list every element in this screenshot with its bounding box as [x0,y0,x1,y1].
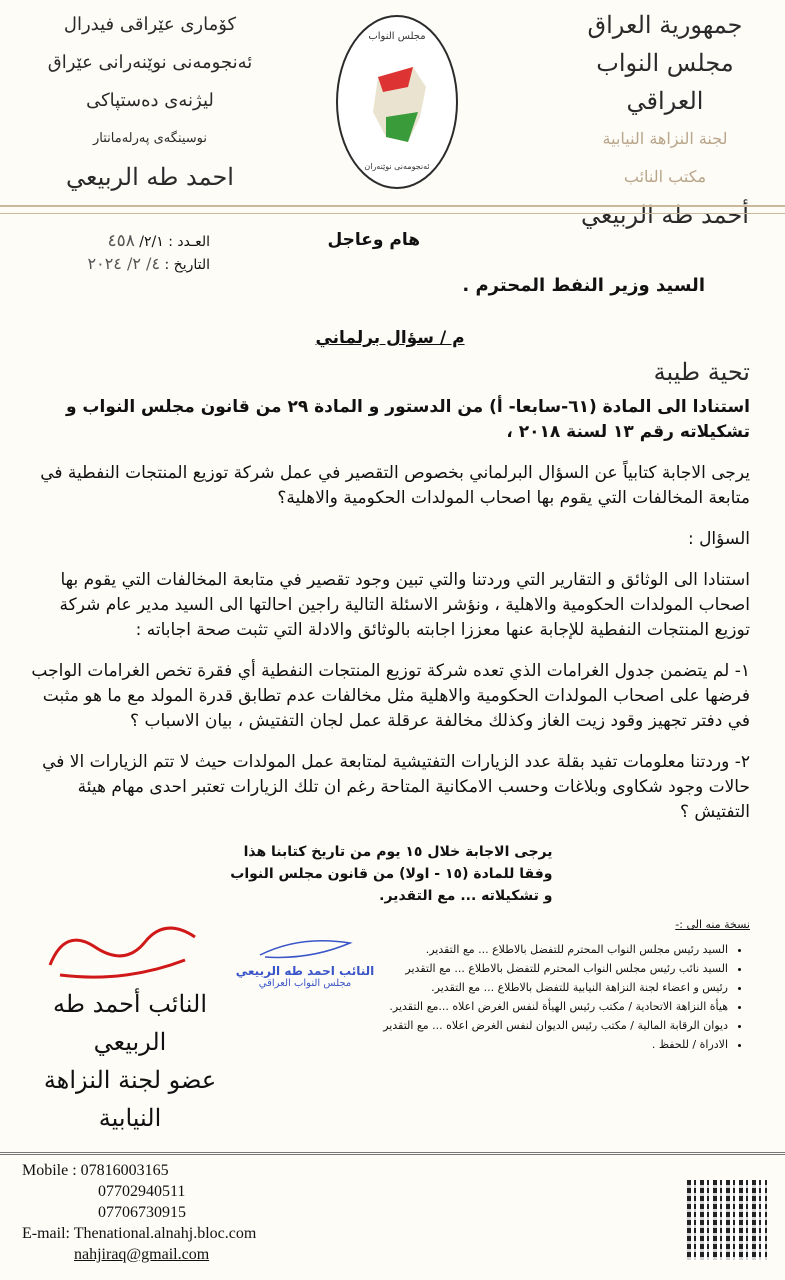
signature-title: عضو لجنة النزاهة النيابية [43,1066,217,1132]
letterhead-line: مكتب النائب [623,167,707,186]
copy-item: • هيأة النزاهة الاتحادية / مكتب رئيس الهيأة لنفس الغرض اعلاه ...مع التقدير. [375,997,728,1016]
letterhead-line: نوسینگەی پەرلەمانتار [92,131,208,146]
qr-code-icon [687,1180,767,1260]
signature-name: النائب أحمد طه الربيعي [53,990,207,1056]
footer-divider [0,1152,785,1155]
lower-section [25,915,750,1137]
mobile-label: Mobile : [22,1162,77,1179]
number-label: العـدد : ٢/١/ [139,234,210,250]
red-signature-icon [25,915,235,985]
copy-item: • السيد نائب رئيس مجلس النواب المحترم للتفضل بالاطلاع ... مع التقدير [375,959,728,978]
official-stamp [235,935,375,989]
email-link[interactable]: nahjiraq@gmail.com [74,1246,210,1263]
recipient: السيد وزير النفط المحترم . [462,275,705,296]
copies-title: نسخة منه الى :- [675,918,750,931]
phone: 07816003165 [80,1162,169,1179]
contact-info [22,1160,256,1265]
letterhead-kurdish [40,6,260,196]
copies-list [375,915,750,1054]
question-2: ٢- وردتنا معلومات تفيد بقلة عدد الزيارات التفتيشية لمتابعة عمل المولدات حيث لا تتم الزيارات الا في حالات وجود شكاوى وبلاغات وحسب الامكانية المتاحة رغم ان تلك الزيارات تعتبر احدى مهام هيئة التفتيش ؟ [42,752,750,822]
date-label: التاريخ : [164,257,210,273]
number-value: ٤٥٨ [107,231,135,251]
copy-item: • السيد رئيس مجلس النواب المحترم للتفضل بالاطلاع ... مع التقدير. [375,940,728,959]
request-paragraph: يرجى الاجابة كتابياً عن السؤال البرلماني بخصوص التقصير في عمل شركة توزيع المنتجات النفطية في متابعة المخالفات التي يقوم بها اصحاب المولدات الحكومية والاهلية؟ [40,463,750,508]
closing: يرجى الاجابة خلال ١٥ يوم من تاريخ كتابنا هذا وفقا للمادة (١٥ - اولا) من قانون مجلس النواب و تشكيلاته ... مع التقدير. [230,844,553,904]
phone: 07706730915 [98,1204,186,1221]
letterhead-line: کۆماری عێراقی فیدرال [63,14,237,35]
blue-signature-icon [250,935,360,961]
letter-body [25,395,750,1137]
signature-block [25,915,235,1137]
email-label: E-mail: [22,1225,70,1242]
letterhead-line: ئەنجومەنی نوێنەرانی عێراق [47,52,253,73]
date-value: ٤/ ٢/ ٢٠٢٤ [87,254,161,273]
urgent-label: هام وعاجل [327,230,420,250]
date-row [40,253,210,276]
letterhead-line: أحمد طه الربيعي [581,201,749,229]
header-divider [0,205,785,214]
letterhead-line: احمد طه الربيعي [66,163,234,191]
letterhead-line: مجلس النواب العراقي [596,49,734,115]
intro-paragraph: استنادا الى المادة (٦١-سابعا- أ) من الدستور و المادة ٢٩ من قانون مجلس النواب و تشكيلاته رقم ١٣ لسنة ٢٠١٨ ، [65,397,750,442]
letterhead-line: جمهورية العراق [587,11,743,39]
copy-item: • ديوان الرقابة المالية / مكتب رئيس الديوان لنفس الغرض اعلاه ... مع التقدير [375,1016,728,1035]
logo-text: مجلس النواب [368,31,426,42]
subject: م / سؤال برلماني [315,328,465,348]
reference-block [40,230,210,276]
letterhead-arabic [565,6,765,234]
parliament-logo [336,15,458,189]
phone: 07702940511 [98,1183,186,1200]
question-intro: استنادا الى الوثائق و التقارير التي وردتنا والتي تبين وجود تقصير في متابعة المخالفات التي يقوم بها اصحاب المولدات الحكومية والاهلية ، ونؤشر الاسئلة التالية راجين احالتها الى السيد مدير عام شركة توزيع المنتجات النفطية للإجابة عنها معززا اجابته بالوثائق والادلة التي تثبت صحة اجاباته : [59,570,750,640]
question-1: ١- لم يتضمن جدول الغرامات الذي تعده شركة توزيع المنتجات النفطية أي فقرة تخص الغرامات الواجب فرضها على اصحاب المولدات الحكومية والاهلية مثل مخالفات عدم تطابق قدرة المولد مع ما هو مثبت في دفتر تجهيز وقود زيت الغاز وكذلك مخالفة عرقلة عمل لجان التفتيش ، بيان الاسباب ؟ [31,661,750,731]
stamp-line: النائب احمد طه الربيعي [235,964,375,978]
email: Thenational.alnahj.bloc.com [73,1225,257,1242]
greeting: تحية طيبة [653,358,750,386]
copy-item: • الادراة / للحفظ . [375,1035,728,1054]
question-label: السؤال : [687,529,750,549]
letterhead-line: لیژنەی دەستپاکی [86,90,214,111]
stamp-line: مجلس النواب العراقي [258,978,352,989]
copy-item: • رئيس و اعضاء لجنة النزاهة النيابية للتفضل بالاطلاع ... مع التقدير. [375,978,728,997]
number-row [40,230,210,253]
letterhead-line: لجنة النزاهة النيابية [602,129,728,148]
logo-text: ئەنجومەنی نوێنەران [364,162,430,171]
